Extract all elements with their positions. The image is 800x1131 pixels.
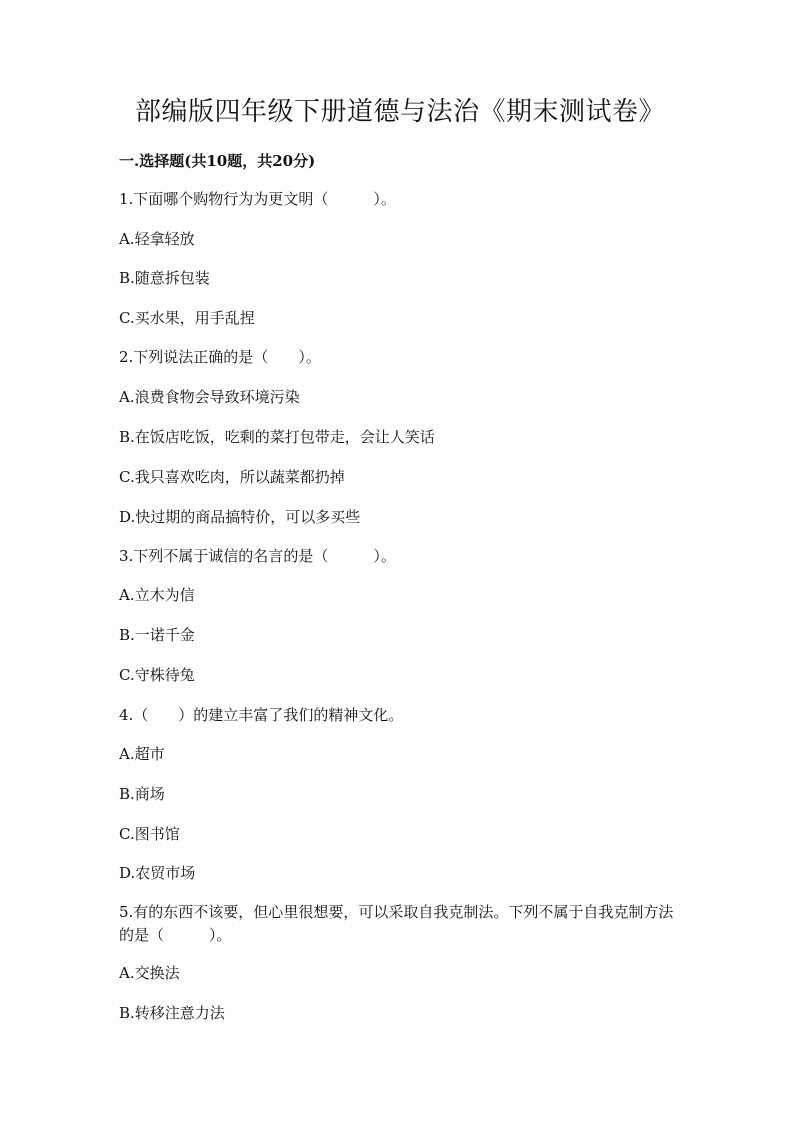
question-1-option-c: C.买水果，用手乱捏 xyxy=(119,309,255,327)
question-5-option-a: A.交换法 xyxy=(119,964,180,982)
question-1-option-b: B.随意拆包装 xyxy=(119,269,210,287)
question-1-option-a: A.轻拿轻放 xyxy=(119,230,195,248)
section-heading: 一.选择题(共10题，共20分) xyxy=(119,152,316,170)
question-3-option-a: A.立木为信 xyxy=(119,586,195,604)
question-4-option-b: B.商场 xyxy=(119,785,165,803)
question-5-stem: 5.有的东西不该要，但心里很想要，可以采取自我克制法。下列不属于自我克制方法的是（ ）。 xyxy=(119,903,674,944)
question-2-option-a: A.浪费食物会导致环境污染 xyxy=(119,388,300,406)
question-4-stem: 4.（ ）的建立丰富了我们的精神文化。 xyxy=(119,706,404,724)
question-4-option-a: A.超市 xyxy=(119,745,165,763)
question-2-option-c: C.我只喜欢吃肉，所以蔬菜都扔掉 xyxy=(119,468,345,486)
question-3-option-b: B.一诺千金 xyxy=(119,626,195,644)
question-4-option-c: C.图书馆 xyxy=(119,825,180,843)
question-5-option-b: B.转移注意力法 xyxy=(119,1004,225,1022)
question-3-option-c: C.守株待兔 xyxy=(119,666,195,684)
question-3-stem: 3.下列不属于诚信的名言的是（ ）。 xyxy=(119,547,396,565)
question-4-option-d: D.农贸市场 xyxy=(119,864,196,882)
question-2-option-d: D.快过期的商品搞特价，可以多买些 xyxy=(119,508,361,526)
page-title: 部编版四年级下册道德与法治《期末测试卷》 xyxy=(134,97,665,127)
question-1-stem: 1.下面哪个购物行为为更文明（ ）。 xyxy=(119,190,396,208)
question-2-option-b: B.在饭店吃饭，吃剩的菜打包带走，会让人笑话 xyxy=(119,428,435,446)
question-2-stem: 2.下列说法正确的是（ ）。 xyxy=(119,348,321,366)
